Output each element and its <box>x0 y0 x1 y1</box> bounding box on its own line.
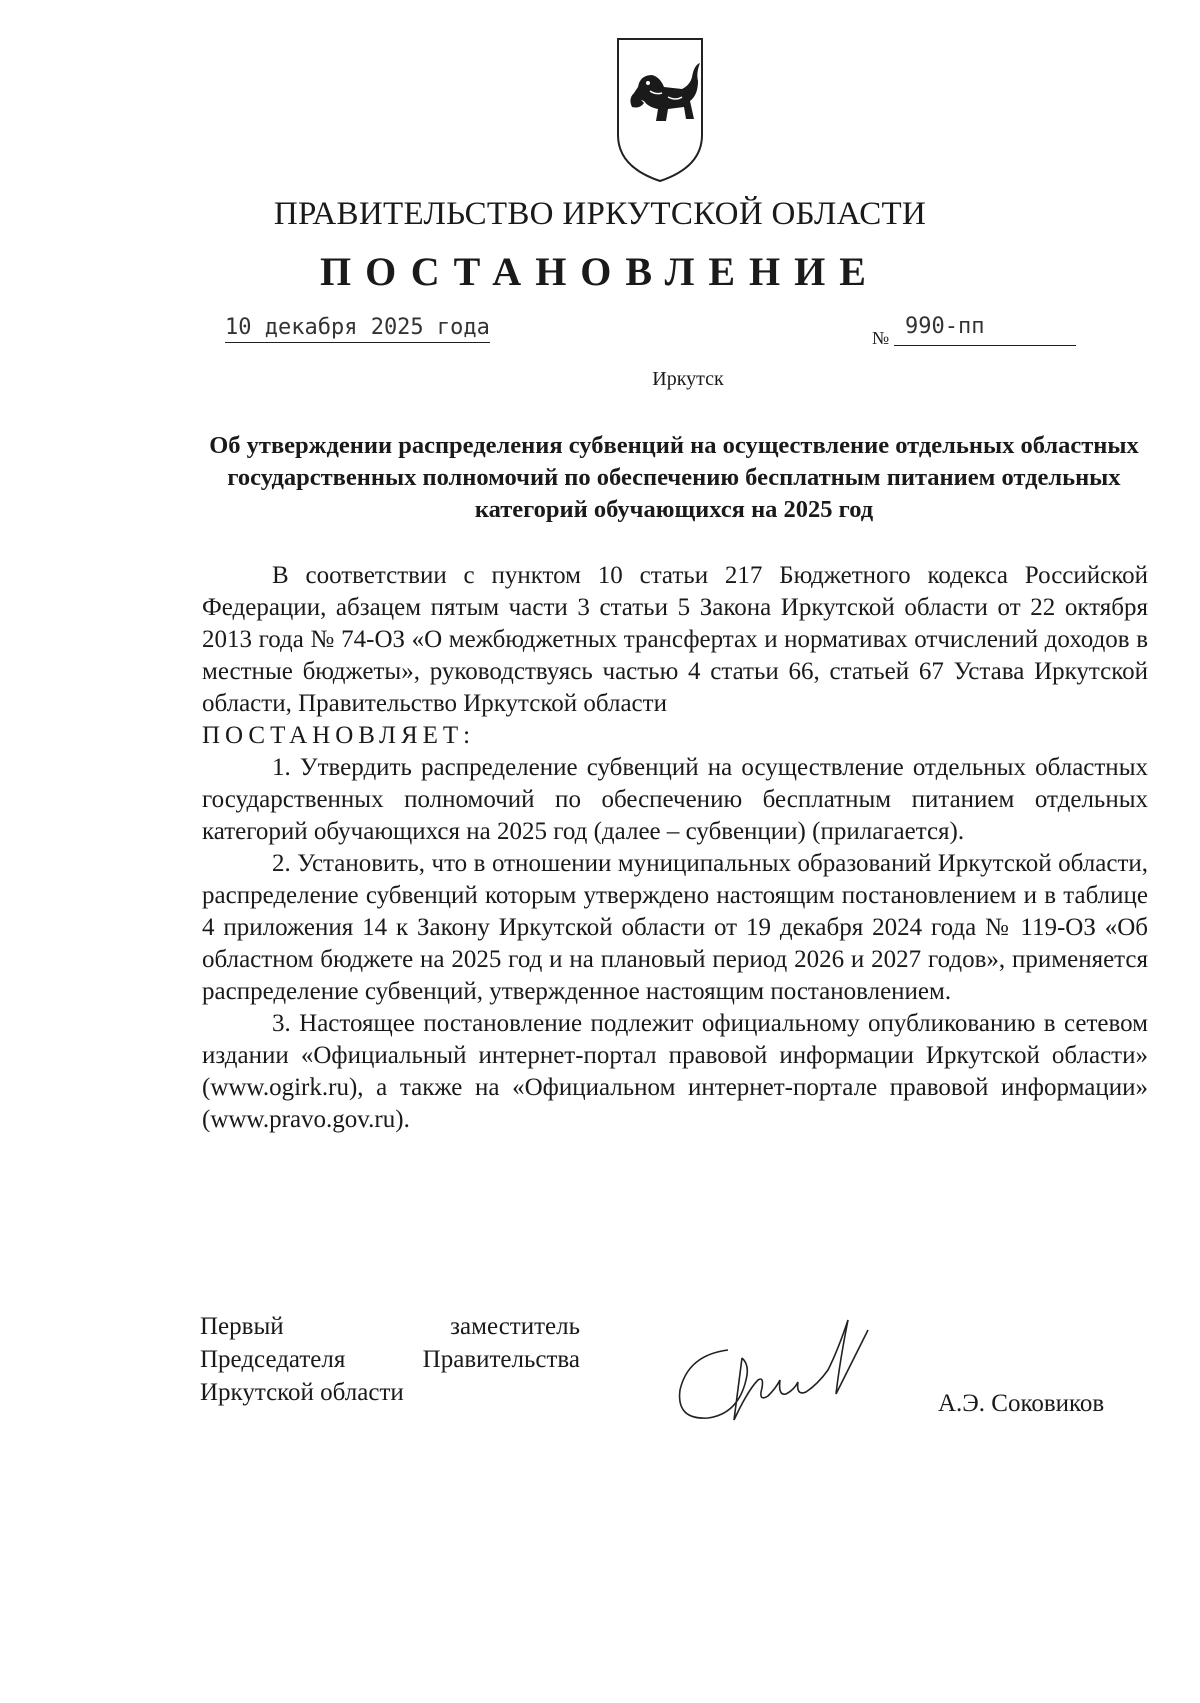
government-name: ПРАВИТЕЛЬСТВО ИРКУТСКОЙ ОБЛАСТИ <box>273 196 927 232</box>
document-body <box>202 560 1148 1136</box>
position-line-1: Первый заместитель <box>200 1313 580 1340</box>
item-paragraph-2: 2. Установить, что в отношении муниципальных образований Иркутской области, распределение субвенций которым утверждено настоящим постановлением и в таблице 4 приложения 14 к Закону Иркутской области от 19 декабря 2024 года № 119-ОЗ «Об областном бюджете на 2025 год и на плановый период 2026 и 2027 годов», применяется распределение субвенций, утвержденное настоящим постановлением. <box>202 850 1148 1005</box>
number-underline <box>894 345 1076 346</box>
position-line-2: Председателя Правительства <box>200 1346 580 1373</box>
signatory-name: А.Э. Соковиков <box>938 1390 1105 1417</box>
item-paragraph-3: 3. Настоящее постановление подлежит официальному опубликованию в сетевом издании «Официальный интернет-портал правовой информации Иркутской области» (www.ogirk.ru), а также на «Официальном интернет-портале правовой информации» (www.pravo.gov.ru). <box>202 1010 1148 1133</box>
number-sign: № <box>872 328 890 348</box>
handwritten-signature <box>668 1310 928 1440</box>
document-type: ПОСТАНОВЛЕНИЕ <box>320 249 880 294</box>
item-paragraph-1: 1. Утвердить распределение субвенций на осуществление отдельных областных государственных полномочий по обеспечению бесплатным питанием отдельных категорий обучающихся на 2025 год (далее – субвенции) (прилагается). <box>202 754 1148 845</box>
resolve-heading: ПОСТАНОВЛЯЕТ: <box>202 722 476 749</box>
decree-date: 10 декабря 2025 года <box>225 315 490 340</box>
preamble-paragraph: В соответствии с пунктом 10 статьи 217 Бюджетного кодекса Российской Федерации, абзацем пятым части 3 статьи 5 Закона Иркутской области от 22 октября 2013 года № 74-ОЗ «О межбюджетных трансфертах и нормативах отчислений доходов в местные бюджеты», руководствуясь частью 4 статьи 66, статьей 67 Устава Иркутской области, Правительство Иркутской области <box>202 562 1148 717</box>
coat-of-arms-icon <box>610 35 710 185</box>
signatory-position <box>200 1310 580 1409</box>
position-line-3: Иркутской области <box>200 1379 404 1406</box>
city: Иркутск <box>652 368 724 390</box>
decree-number: 990-пп <box>905 314 985 339</box>
document-title: Об утверждении распределения субвенций на осуществление отдельных областных государственных полномочий по обеспечению бесплатным питанием отдельных категорий обучающихся на 2025 год <box>209 432 1139 523</box>
